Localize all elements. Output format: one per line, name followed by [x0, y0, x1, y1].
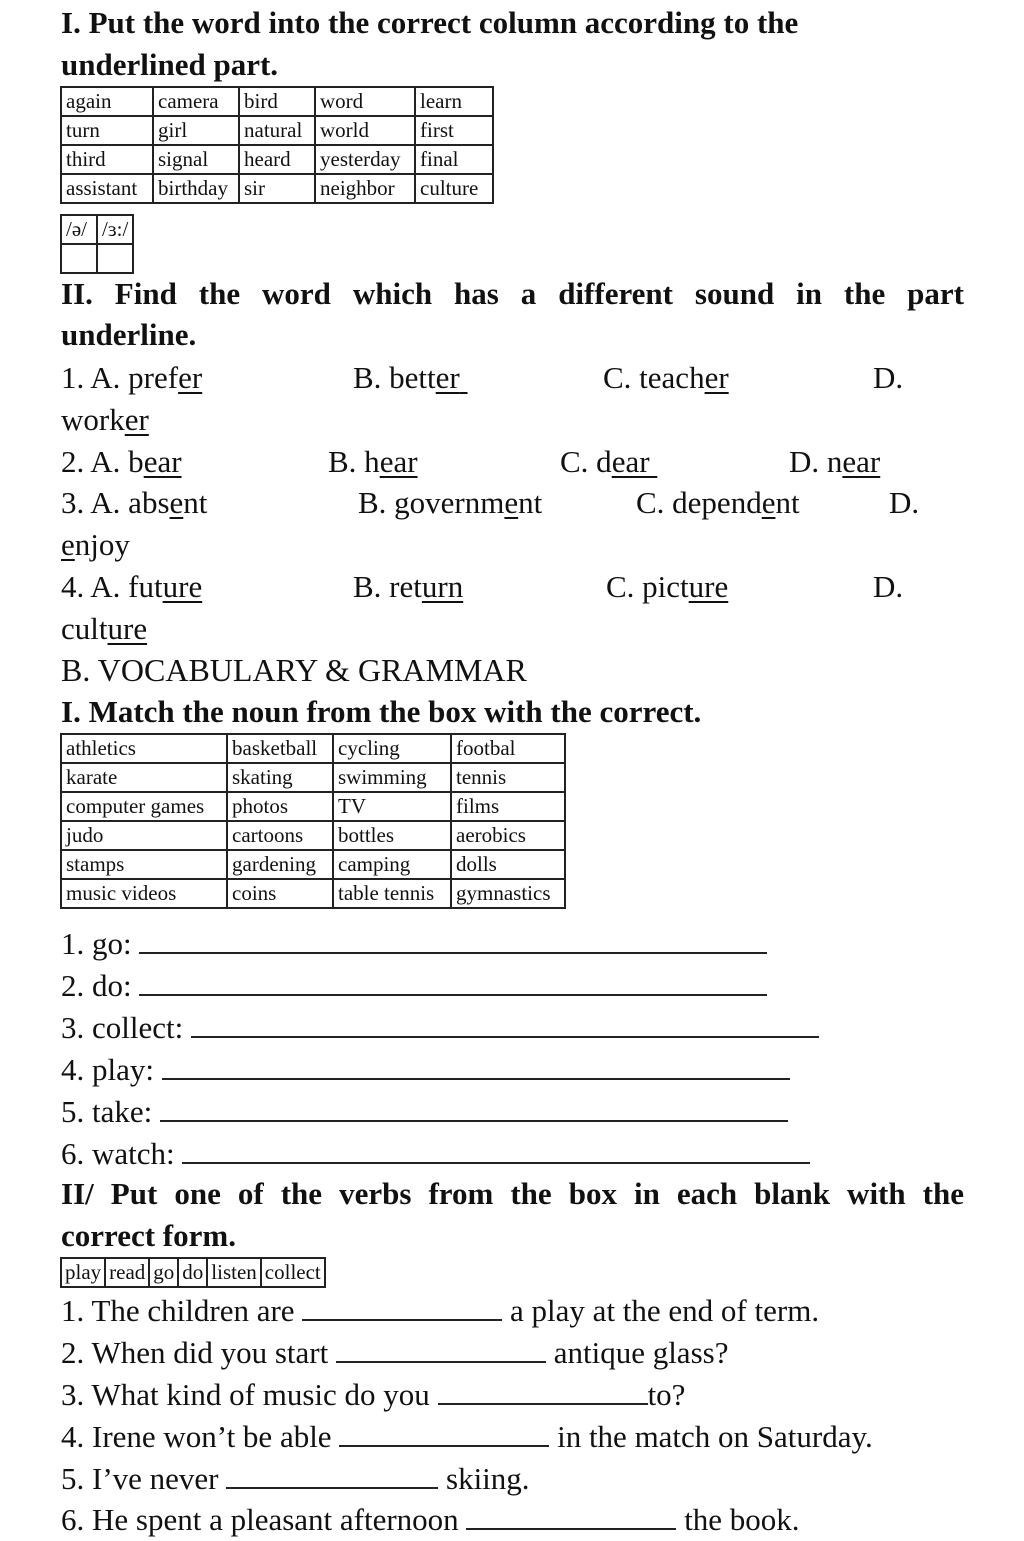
word-cell: camera	[153, 87, 239, 116]
table-row	[61, 87, 493, 116]
answer-blank[interactable]	[438, 1373, 648, 1405]
question-1-option-c: C. teacher	[603, 360, 729, 395]
word-table	[60, 86, 494, 204]
question-2-option-d: D. near	[789, 444, 881, 479]
word-cell: bird	[239, 87, 315, 116]
word-cell: learn	[415, 87, 493, 116]
match-heading: I. Match the noun from the box with the correct.	[61, 694, 702, 729]
question-1-option-d-word: worker	[61, 402, 149, 437]
word-cell: turn	[61, 116, 153, 145]
table-row: music videos coins table tennis gymnastics	[61, 879, 565, 908]
sentence-2: 2. When did you start antique glass?	[61, 1331, 728, 1374]
sentence-4: 4. Irene won’t be able in the match on Saturday.	[61, 1415, 873, 1458]
question-1-option-b: B. better	[353, 360, 460, 395]
question-1-option-d: D.	[873, 360, 904, 395]
word-cell: girl	[153, 116, 239, 145]
question-3: 3. A. absent	[61, 485, 208, 520]
word-cell: sir	[239, 174, 315, 203]
sound-er-header: /ɜ:/	[97, 215, 133, 244]
question-4-option-d-word: culture	[61, 611, 148, 646]
question-4-option-b: B. return	[353, 569, 464, 604]
answer-blank[interactable]	[160, 1090, 788, 1122]
part1-heading-line2: underlined part.	[61, 47, 279, 82]
verb-line-play: 4. play:	[61, 1048, 790, 1091]
sentence-1: 1. The children are a play at the end of term.	[61, 1289, 819, 1332]
verb-box	[60, 1257, 326, 1288]
verb-line-do: 2. do:	[61, 964, 767, 1007]
question-1: 1. A. prefer	[61, 360, 203, 395]
verb-line-watch: 6. watch:	[61, 1132, 810, 1175]
table-row: karate skating swimming tennis	[61, 763, 565, 792]
answer-blank[interactable]	[336, 1331, 546, 1363]
answer-cell[interactable]	[97, 244, 133, 273]
question-3-option-d: D.	[889, 485, 920, 520]
answer-blank[interactable]	[162, 1048, 790, 1080]
word-cell: signal	[153, 145, 239, 174]
noun-table	[60, 733, 566, 909]
question-4-option-d: D.	[873, 569, 904, 604]
word-cell: again	[61, 87, 153, 116]
table-row	[61, 215, 133, 244]
word-cell: assistant	[61, 174, 153, 203]
answer-cell[interactable]	[61, 244, 97, 273]
answer-blank[interactable]	[466, 1498, 676, 1530]
answer-blank[interactable]	[226, 1457, 438, 1489]
word-cell: final	[415, 145, 493, 174]
word-cell: yesterday	[315, 145, 415, 174]
word-cell: birthday	[153, 174, 239, 203]
question-3-option-c: C. dependent	[636, 485, 800, 520]
part2-heading-line1: II. Find the word which has a different sound in the part	[61, 276, 964, 311]
answer-blank[interactable]	[139, 922, 767, 954]
table-row: computer games photos TV films	[61, 792, 565, 821]
part3-heading-line2: correct form.	[61, 1218, 236, 1253]
word-cell: neighbor	[315, 174, 415, 203]
verb-line-take: 5. take:	[61, 1090, 788, 1133]
question-3-option-d-word: enjoy	[61, 527, 130, 562]
word-cell: culture	[415, 174, 493, 203]
part2-heading-line2: underline.	[61, 317, 197, 352]
table-row: stamps gardening camping dolls	[61, 850, 565, 879]
sentence-6: 6. He spent a pleasant afternoon the book.	[61, 1498, 800, 1541]
question-2: 2. A. bear	[61, 444, 182, 479]
word-cell: natural	[239, 116, 315, 145]
table-row: judo cartoons bottles aerobics	[61, 821, 565, 850]
answer-blank[interactable]	[182, 1132, 810, 1164]
word-cell: heard	[239, 145, 315, 174]
table-row	[61, 116, 493, 145]
table-row	[61, 145, 493, 174]
question-4: 4. A. future	[61, 569, 203, 604]
verb-line-go: 1. go:	[61, 922, 767, 965]
sentence-5: 5. I’ve never skiing.	[61, 1457, 530, 1500]
part1-heading-line1: I. Put the word into the correct column according to the	[61, 5, 799, 40]
answer-blank[interactable]	[339, 1415, 549, 1447]
part3-heading-line1: II/ Put one of the verbs from the box in each blank with the	[61, 1176, 964, 1211]
question-2-option-c: C. dear	[560, 444, 650, 479]
answer-blank[interactable]	[302, 1289, 502, 1321]
table-row	[61, 244, 133, 273]
sentence-3: 3. What kind of music do you to?	[61, 1373, 685, 1416]
question-2-option-b: B. hear	[328, 444, 418, 479]
answer-blank[interactable]	[191, 1006, 819, 1038]
sound-schwa-header: /ə/	[61, 215, 97, 244]
word-cell: world	[315, 116, 415, 145]
table-row: play read go do listen collect	[61, 1258, 325, 1287]
section-b-title: B. VOCABULARY & GRAMMAR	[61, 652, 527, 688]
word-cell: first	[415, 116, 493, 145]
table-row	[61, 174, 493, 203]
word-cell: word	[315, 87, 415, 116]
answer-blank[interactable]	[139, 964, 767, 996]
question-3-option-b: B. government	[358, 485, 543, 520]
question-4-option-c: C. picture	[606, 569, 729, 604]
sound-columns-table	[60, 214, 134, 274]
table-row: athletics basketball cycling footbal	[61, 734, 565, 763]
verb-line-collect: 3. collect:	[61, 1006, 819, 1049]
word-cell: third	[61, 145, 153, 174]
